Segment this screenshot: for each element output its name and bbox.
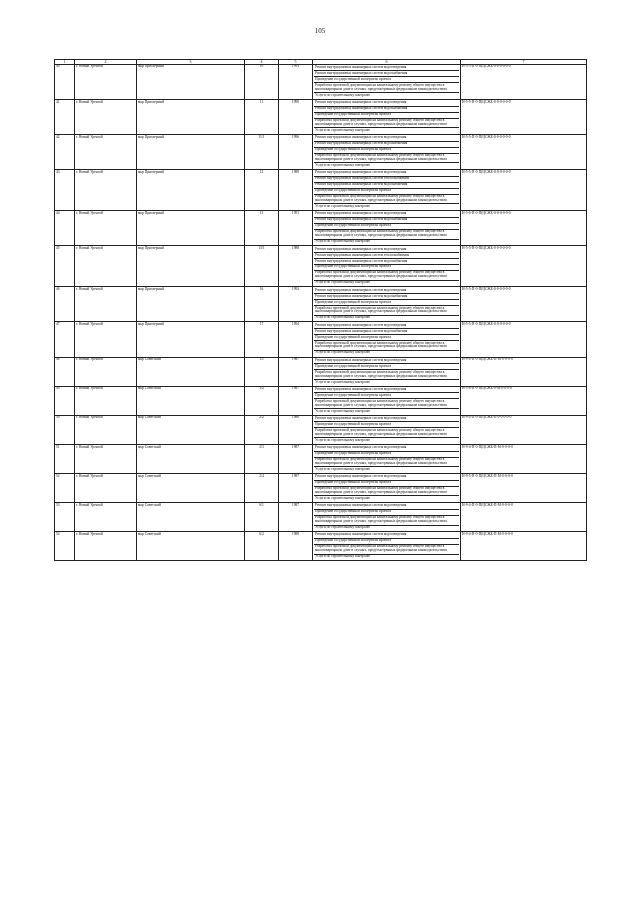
work-item: Ремонт внутридомовых инженерных систем водоснабжения [314,142,459,148]
table-row [55,415,587,444]
work-item: Ремонт внутридомовых инженерных систем водоснабжения [314,218,459,224]
work-item: Услуги по строительному контролю [315,204,371,209]
work-item: Ремонт внутридомовых инженерных систем водоотведения [314,504,459,510]
house-number-cell: 2/3 [245,444,279,473]
work-item: Ремонт внутридомовых инженерных систем водоотведения [314,65,459,71]
work-item: Ремонт внутридомовых инженерных систем водоснабжения [314,329,459,335]
year-cell: 1994 [279,322,313,357]
district-cell: мкр Советский [137,444,245,473]
work-item: Услуги по строительному контролю [315,554,371,559]
work-item: Ремонт внутридомовых инженерных систем водоотведения [314,288,459,294]
code-cell: Н-5-5-П-0-П(ЦСЖБ-0-0-0-0-0-0 [461,64,587,99]
work-item: Ремонт внутридомовых инженерных систем теплоснабжения [314,253,459,259]
work-item: Услуги по строительному контролю [315,379,371,384]
row-number: 42 [55,134,75,169]
works-cell [313,246,461,287]
table-row [55,386,587,415]
year-cell: 1987 [279,357,313,386]
code-cell: Н-5-5-П-0-П(ЦСЖБ-0-0-0-0-0-0 [461,99,587,134]
work-item: Услуги по строительному контролю [315,350,371,355]
table-row [55,64,587,99]
code-cell: Н-9-4-П-0-П(ЦСЖБ-П-М-0-0-0-0 [461,503,587,532]
house-number-cell: 1/2 [245,386,279,415]
table-row [55,357,587,386]
work-item: Проведение государственной экспертизы проекта [314,77,459,83]
works-cell [313,287,461,322]
year-cell: 1993 [279,64,313,99]
house-number-cell: 11/1 [245,134,279,169]
city-cell: г. Новый Уренгой [75,386,137,415]
work-item: Проведение государственной экспертизы проекта [314,481,459,487]
work-item: Разработка проектной документации на капитальному ремонту общего имущества в многоквартирном доме в случаях, предусмотренных федеральным законодательством [314,195,459,205]
district-cell: мкр Советский [137,503,245,532]
code-cell: Н-5-5-П-0-П(ЦСЖБ-0-0-0-0-0-0 [461,134,587,169]
register-table-container [54,59,586,561]
table-row [55,211,587,246]
work-item: Проведение государственной экспертизы проекта [314,300,459,306]
district-cell: мкр Советский [137,532,245,561]
city-cell: г. Новый Уренгой [75,415,137,444]
works-cell [313,444,461,473]
table-row [55,99,587,134]
year-cell: 1987 [279,386,313,415]
works-cell [313,99,461,134]
district-cell: мкр Приозерный [137,287,245,322]
year-cell: 1991 [279,211,313,246]
city-cell: г. Новый Уренгой [75,64,137,99]
work-item: Ремонт внутридомовых инженерных систем водоотведения [314,475,459,481]
work-item: Разработка проектной документации на капитальному ремонту общего имущества в многоквартирном доме в случаях, предусмотренных федеральным законодательством [314,428,459,438]
city-cell: г. Новый Уренгой [75,99,137,134]
work-item: Проведение государственной экспертизы проекта [314,364,459,370]
work-item: Услуги по строительному контролю [315,525,371,530]
house-number-cell: 6/2 [245,532,279,561]
work-item: Ремонт внутридомовых инженерных систем водоотведения [314,101,459,107]
column-number: 4 [245,60,279,65]
house-number-cell: 1/1 [245,357,279,386]
work-item: Проведение государственной экспертизы проекта [314,393,459,399]
work-item: Ремонт внутридомовых инженерных систем водоснабжения [314,294,459,300]
work-item: Ремонт внутридомовых инженерных систем водоотведения [314,446,459,452]
work-item: Услуги по строительному контролю [315,437,371,442]
district-cell: мкр Приозерный [137,99,245,134]
code-cell: Н-9-5-П-0-П(ЦСЖБ-П-М-0-0-0-0 [461,473,587,502]
city-cell: г. Новый Уренгой [75,287,137,322]
work-item: Проведение государственной экспертизы проекта [314,224,459,230]
year-cell: 1987 [279,473,313,502]
work-item: Разработка проектной документации на капитальному ремонту общего имущества в многоквартирном доме в случаях, предусмотренных федеральным законодательством [314,370,459,380]
table-row [55,473,587,502]
code-cell: Н-9-4-П-0-П(ЦСЖБ-П-М-0-0-0-0 [461,357,587,386]
works-cell [313,211,461,246]
city-cell: г. Новый Уренгой [75,170,137,211]
works-cell [313,357,461,386]
house-number-cell: 13 [245,211,279,246]
house-number-cell: 2/4 [245,473,279,502]
work-item: Ремонт внутридомовых инженерных систем водоснабжения [314,259,459,265]
code-cell: Н-5-5-П-0-П(ЦСЖБ-0-0-0-0-0-0 [461,170,587,211]
table-row [55,287,587,322]
work-item: Разработка проектной документации на капитальному ремонту общего имущества в многоквартирном доме в случаях, предусмотренных федеральным законодательством [314,458,459,468]
work-item: Проведение государственной экспертизы проекта [314,422,459,428]
work-item: Услуги по строительному контролю [315,127,371,132]
work-item: Проведение государственной экспертизы проекта [314,510,459,516]
code-cell: Н-9-4-П-0-П(ЦСЖБ-П-М-0-0-0-0 [461,444,587,473]
year-cell: 1992 [279,287,313,322]
house-number-cell: 16 [245,287,279,322]
table-row [55,170,587,211]
work-item: Ремонт внутридомовых инженерных систем водоснабжения [314,71,459,77]
work-item: Ремонт внутридомовых инженерных систем водоотведения [314,212,459,218]
city-cell: г. Новый Уренгой [75,357,137,386]
district-cell: мкр Приозерный [137,170,245,211]
works-cell [313,415,461,444]
row-number: 54 [55,532,75,561]
work-item: Разработка проектной документации на капитальному ремонту общего имущества в многоквартирном доме в случаях, предусмотренных федеральным законодательством [314,230,459,240]
row-number: 40 [55,64,75,99]
house-number-cell: 17 [245,322,279,357]
work-item: Разработка проектной документации на капитальному ремонту общего имущества в многоквартирном доме в случаях, предусмотренных федеральным законодательством [314,487,459,497]
column-number: 1 [55,60,75,65]
row-number: 44 [55,211,75,246]
code-cell: Н-5-5-П-0-П(ЦСЖБ-0-0-0-0-0-0 [461,246,587,287]
column-number: 3 [137,60,245,65]
work-item: Услуги по строительному контролю [315,163,371,167]
district-cell: мкр Приозерный [137,211,245,246]
register-table-body [55,60,587,561]
city-cell: г. Новый Уренгой [75,211,137,246]
work-item: Услуги по строительному контролю [315,495,371,500]
district-cell: мкр Приозерный [137,64,245,99]
table-row [55,246,587,287]
year-cell: 1988 [279,532,313,561]
row-number: 52 [55,473,75,502]
work-item: Разработка проектной документации на капитальному ремонту общего имущества в многоквартирном доме в случаях, предусмотренных федеральным законодательством [314,341,459,351]
work-item: Разработка проектной документации на капитальному ремонту общего имущества в многоквартирном доме в случаях, предусмотренных федеральным законодательством [314,271,459,281]
work-item: Услуги по строительному контролю [315,280,371,285]
work-item: Ремонт внутридомовых инженерных систем водоотведения [314,358,459,364]
city-cell: г. Новый Уренгой [75,134,137,169]
year-cell: 1990 [279,99,313,134]
work-item: Услуги по строительному контролю [315,408,371,413]
table-row [55,444,587,473]
year-cell: 1989 [279,170,313,211]
work-item: Ремонт внутридомовых инженерных систем водоотведения [314,171,459,177]
work-item: Разработка проектной документации на капитальному ремонту общего имущества в многоквартирном доме в случаях, предусмотренных федеральным законодательством [314,545,459,555]
row-number: 45 [55,246,75,287]
work-item: Ремонт внутридомовых инженерных систем водоснабжения [314,107,459,113]
year-cell: 1996 [279,134,313,169]
table-row [55,322,587,357]
code-cell: Н-9-4-П-0-П(ЦСЖБ-П-М-0-0-0-0 [461,532,587,561]
city-cell: г. Новый Уренгой [75,532,137,561]
year-cell: 1987 [279,444,313,473]
work-item: Ремонт внутридомовых инженерных систем водоотведения [314,387,459,393]
work-item: Разработка проектной документации на капитальному ремонту общего имущества в многоквартирном доме в случаях, предусмотренных федеральным законодательством [314,154,459,164]
district-cell: мкр Советский [137,357,245,386]
work-item: Услуги по строительному контролю [315,466,371,471]
city-cell: г. Новый Уренгой [75,246,137,287]
work-item: Ремонт внутридомовых инженерных систем водоотведения [314,136,459,142]
year-cell: 1987 [279,503,313,532]
work-item: Проведение государственной экспертизы проекта [314,452,459,458]
work-item: Ремонт внутридомовых инженерных систем водоотведения [314,323,459,329]
house-number-cell: 10 [245,64,279,99]
row-number: 51 [55,444,75,473]
city-cell: г. Новый Уренгой [75,473,137,502]
row-number: 48 [55,357,75,386]
row-number: 46 [55,287,75,322]
work-item: Проведение государственной экспертизы проекта [314,189,459,195]
district-cell: мкр Советский [137,386,245,415]
works-cell [313,322,461,357]
city-cell: г. Новый Уренгой [75,444,137,473]
code-cell: Н-5-5-П-0-П(ЦСЖБ-0-0-0-0-0-0 [461,322,587,357]
page-number: 105 [314,27,326,35]
work-item: Услуги по строительному контролю [315,239,371,244]
house-number-cell: 6/1 [245,503,279,532]
row-number: 41 [55,99,75,134]
row-number: 49 [55,386,75,415]
work-item: Проведение государственной экспертизы проекта [314,113,459,119]
district-cell: мкр Советский [137,473,245,502]
table-row [55,532,587,561]
house-number-cell: 2/2 [245,415,279,444]
district-cell: мкр Приозерный [137,322,245,357]
work-item: Разработка проектной документации на капитальному ремонту общего имущества в многоквартирном доме в случаях, предусмотренных федеральным законодательством [314,119,459,129]
works-cell [313,473,461,502]
works-cell [313,386,461,415]
work-item: Ремонт внутридомовых инженерных систем водоснабжения [314,183,459,189]
column-number: 7 [461,60,587,65]
year-cell: 1986 [279,415,313,444]
work-item: Услуги по строительному контролю [315,315,371,320]
house-number-cell: 11 [245,99,279,134]
work-item: Разработка проектной документации на капитальному ремонту общего имущества в многоквартирном доме в случаях, предусмотренных федеральным законодательством [314,83,459,93]
work-item: Проведение государственной экспертизы проекта [314,335,459,341]
work-item: Разработка проектной документации на капитальному ремонту общего имущества в многоквартирном доме в случаях, предусмотренных федеральным законодательством [314,399,459,409]
city-cell: г. Новый Уренгой [75,503,137,532]
column-number: 2 [75,60,137,65]
row-number: 47 [55,322,75,357]
works-cell [313,170,461,211]
district-cell: мкр Советский [137,415,245,444]
work-item: Проведение государственной экспертизы проекта [314,539,459,545]
house-number-cell: 12 [245,170,279,211]
column-number: 5 [279,60,313,65]
work-item: Ремонт внутридомовых инженерных систем водоотведения [314,416,459,422]
works-cell [313,64,461,99]
house-number-cell: 13/1 [245,246,279,287]
column-number: 6 [313,60,461,65]
work-item: Проведение государственной экспертизы проекта [314,148,459,154]
year-cell: 1988 [279,246,313,287]
work-item: Разработка проектной документации на капитальному ремонту общего имущества в многоквартирном доме в случаях, предусмотренных федеральным законодательством [314,516,459,526]
works-cell [313,134,461,169]
row-number: 50 [55,415,75,444]
works-cell [313,503,461,532]
works-cell [313,532,461,561]
row-number: 43 [55,170,75,211]
work-item: Ремонт внутридомовых инженерных систем теплоснабжения [314,177,459,183]
district-cell: мкр Приозерный [137,246,245,287]
work-item: Ремонт внутридомовых инженерных систем водоотведения [314,247,459,253]
work-item: Разработка проектной документации на капитальному ремонту общего имущества в многоквартирном доме в случаях, предусмотренных федеральным законодательством [314,306,459,316]
district-cell: мкр Приозерный [137,134,245,169]
table-row [55,134,587,169]
code-cell: Н-9-4-П-0-П(ЦСЖБ-П-0-0-0-0-0 [461,415,587,444]
code-cell: Н-5-6-П-0-П(ЦСЖБ-0-М-0-0-0-0 [461,386,587,415]
work-item: Услуги по строительному контролю [315,92,371,97]
work-item: Ремонт внутридомовых инженерных систем водоотведения [314,533,459,539]
row-number: 53 [55,503,75,532]
register-table [54,59,587,561]
code-cell: Н-5-5-П-0-П(ЦСЖБ-0-0-0-0-0-0 [461,287,587,322]
work-item: Проведение государственной экспертизы проекта [314,265,459,271]
city-cell: г. Новый Уренгой [75,322,137,357]
table-row [55,503,587,532]
code-cell: Н-5-6-П-0-П(ЦСЖБ-0-0-0-0-0-0 [461,211,587,246]
